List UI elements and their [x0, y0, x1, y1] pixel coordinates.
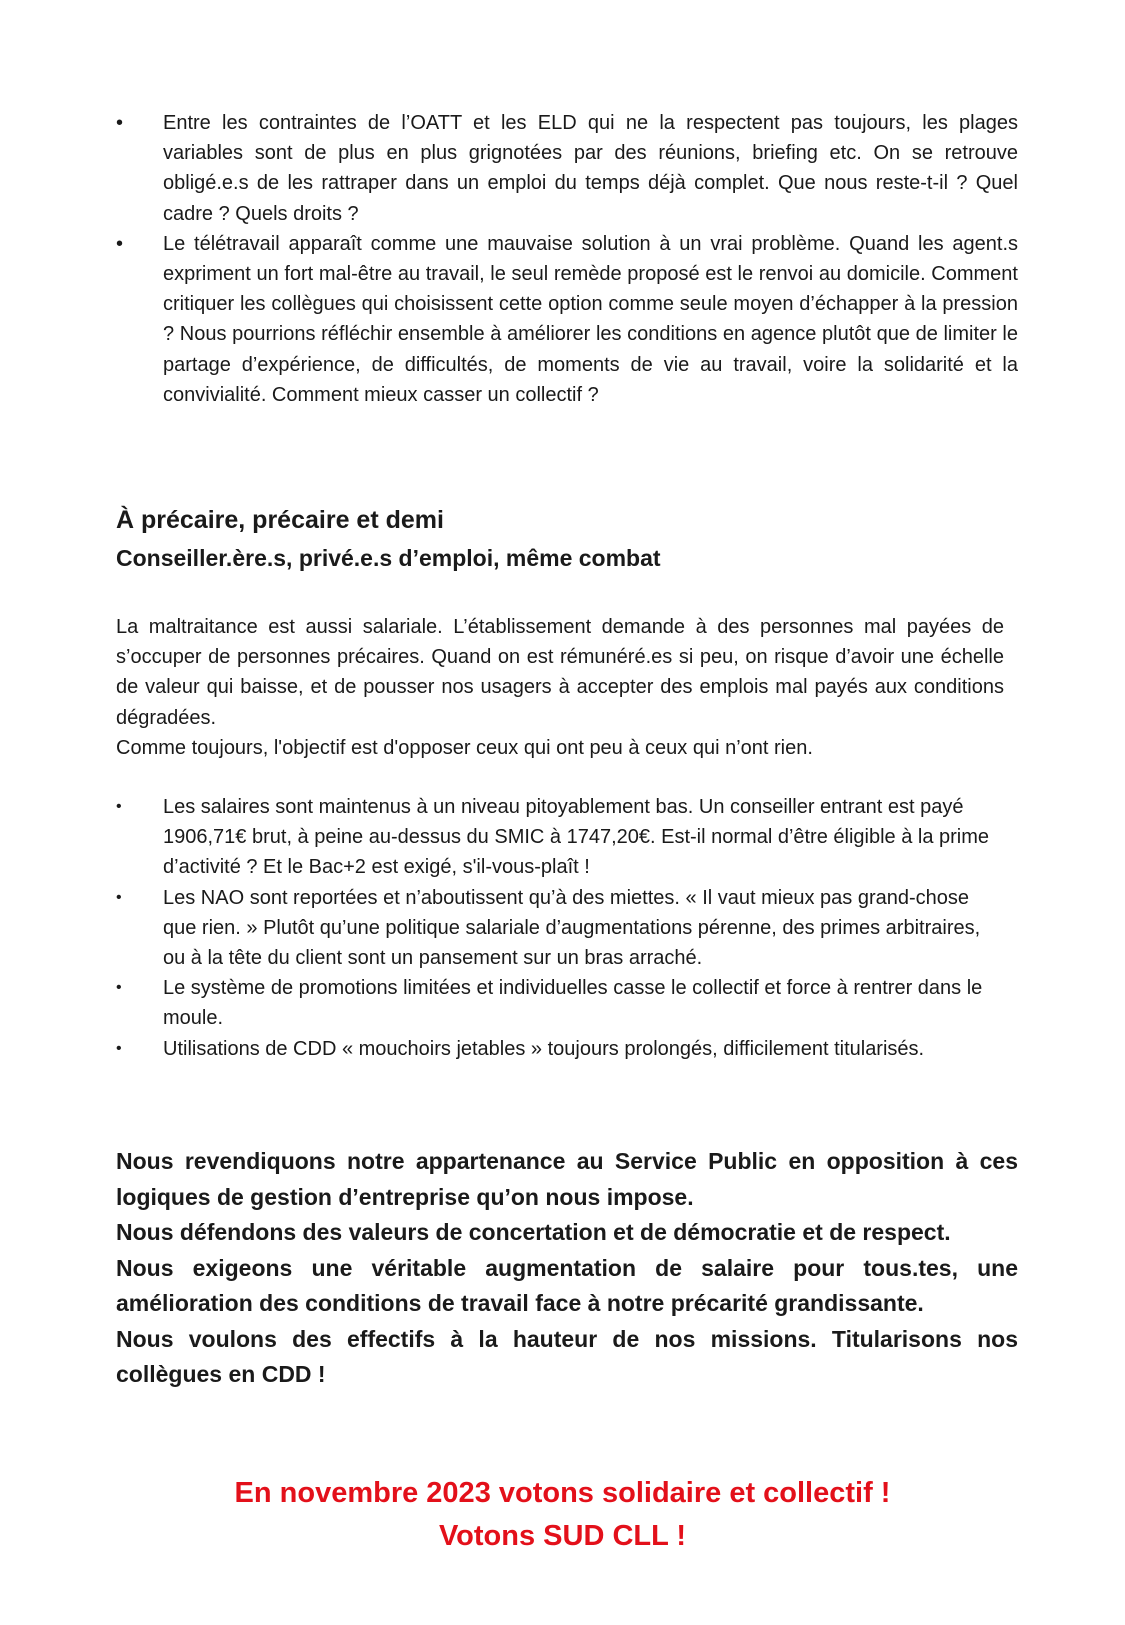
- list-item: • Les salaires sont maintenus à un niveau pitoyablement bas. Un conseiller entrant est payé 1906,71€ brut, à peine au-dessus du SMIC à 1747,20€. Est-il normal d’être éligible à la prime d’activité ? Et le Bac+2 est exigé, s'il-vous-plaît !: [116, 792, 1004, 883]
- intro-text: [116, 612, 1004, 763]
- intro-paragraph: Comme toujours, l'objectif est d'opposer ceux qui ont peu à ceux qui n’ont rien.: [116, 736, 813, 759]
- call-to-action: [0, 1472, 1125, 1558]
- section-heading: À précaire, précaire et demi: [116, 506, 444, 534]
- list-item: • Le système de promotions limitées et individuelles casse le collectif et force à rentrer dans le moule.: [116, 973, 1004, 1033]
- list-item: • Utilisations de CDD « mouchoirs jetables » toujours prolongés, difficilement titularisés.: [116, 1034, 1004, 1064]
- list-item: • Les NAO sont reportées et n’aboutissent qu’à des miettes. « Il vaut mieux pas grand-chose que rien. » Plutôt qu’une politique salariale d’augmentations pérenne, des primes arbitraires, ou à la tête du client sont un pansement sur un bras arraché.: [116, 883, 1004, 974]
- demand-paragraph: Nous revendiquons notre appartenance au Service Public en opposition à ces logiques de gestion d’entreprise qu’on nous impose.: [116, 1148, 1018, 1210]
- list-item: • Le télétravail apparaît comme une mauvaise solution à un vrai problème. Quand les agent.s expriment un fort mal-être au travail, le seul remède proposé est le renvoi au domicile. Comment critiquer les collègues qui choisissent cette option comme seule moyen d’échapper à la pression ? Nous pourrions réfléchir ensemble à améliorer les conditions en agence plutôt que de limiter le partage d’expérience, de difficultés, de moments de vie au travail, voire la solidarité et la convivialité. Comment mieux casser un collectif ?: [116, 229, 1018, 410]
- call-to-action-line: En novembre 2023 votons solidaire et collectif !: [234, 1477, 891, 1509]
- list-item: • Entre les contraintes de l’OATT et les ELD qui ne la respectent pas toujours, les plages variables sont de plus en plus grignotées par des réunions, briefing etc. On se retrouve obligé.e.s de les rattraper dans un emploi du temps déjà complet. Que nous reste-t-il ? Quel cadre ? Quels droits ?: [116, 108, 1018, 229]
- working-conditions-list: [116, 108, 1018, 410]
- demand-paragraph: Nous défendons des valeurs de concertation et de démocratie et de respect.: [116, 1219, 951, 1245]
- demand-paragraph: Nous exigeons une véritable augmentation de salaire pour tous.tes, une amélioration des conditions de travail face à notre précarité grandissante.: [116, 1254, 1018, 1316]
- intro-paragraph: La maltraitance est aussi salariale. L’établissement demande à des personnes mal payées de s’occuper de personnes précaires. Quand on est rémunéré.es si peu, on risque d’avoir une échelle de valeur qui baisse, et de pousser nos usagers à accepter des emplois mal payés aux conditions dégradées.: [116, 616, 1004, 729]
- demands-block: [116, 1144, 1018, 1393]
- demand-paragraph: Nous voulons des effectifs à la hauteur de nos missions. Titularisons nos collègues en CDD !: [116, 1325, 1018, 1387]
- section-subheading: Conseiller.ère.s, privé.e.s d’emploi, même combat: [116, 545, 661, 571]
- salary-issues-list: [116, 792, 1004, 1064]
- call-to-action-line: Votons SUD CLL !: [438, 1520, 687, 1552]
